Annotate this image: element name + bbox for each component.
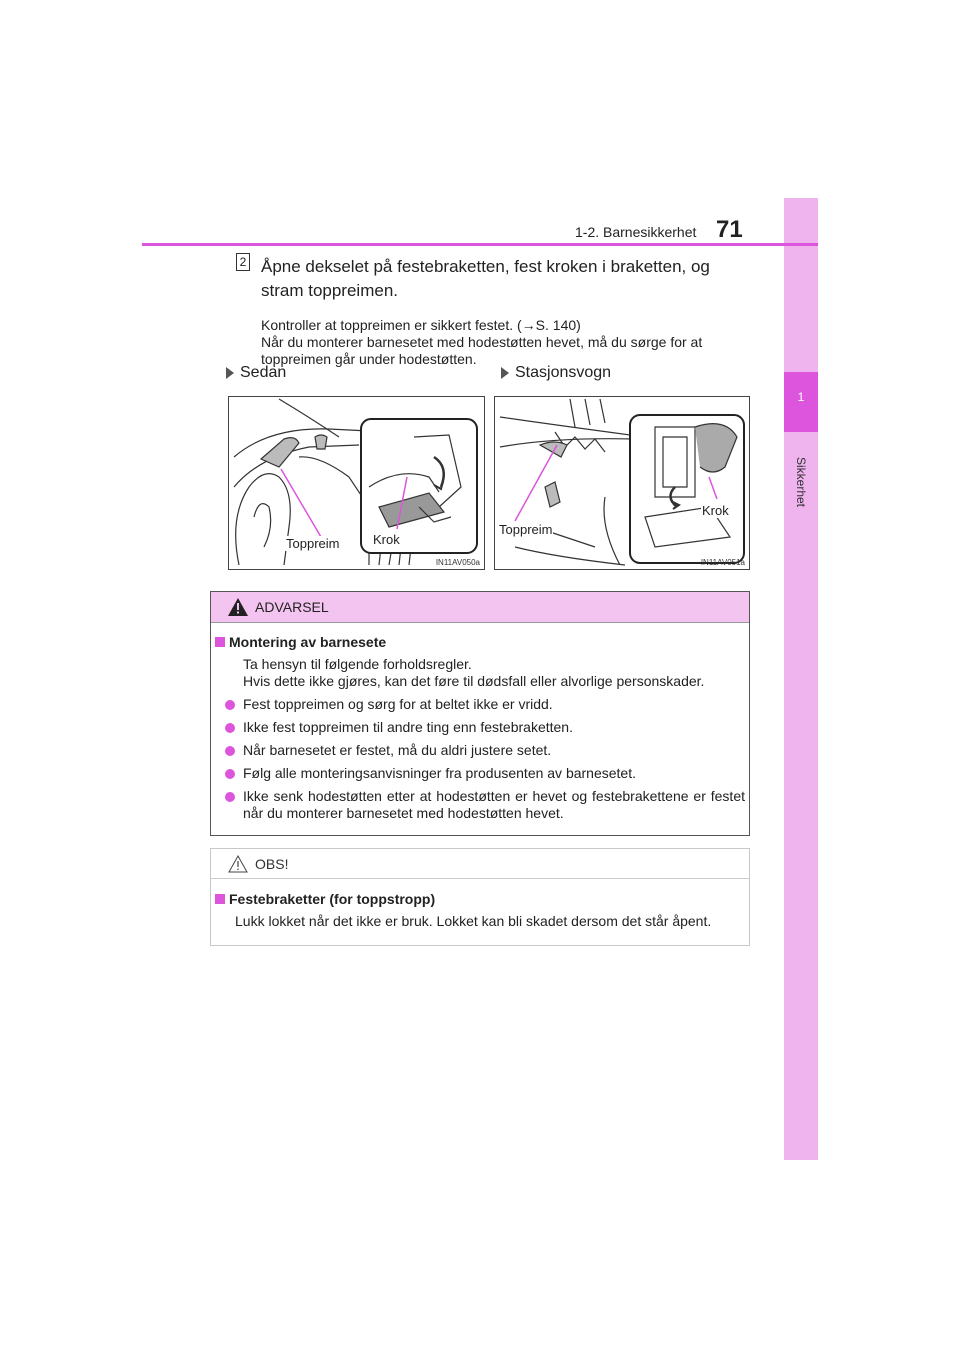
bullet-dot-icon: [225, 769, 235, 779]
warning-triangle-icon: [228, 598, 248, 616]
warning-section-title: Montering av barnesete: [229, 634, 387, 650]
section-square-icon: [215, 637, 225, 647]
figure-caption-sedan: [226, 364, 286, 382]
warning-bullet: [225, 788, 745, 822]
chapter-number: 1: [797, 390, 805, 404]
bullet-dot-icon: [225, 792, 235, 802]
warning-intro-line1: Ta hensyn til følgende forholdsregler.: [243, 656, 472, 672]
caption-text: Sedan: [240, 364, 287, 381]
warning-bullet: [225, 742, 745, 759]
caption-arrow-icon: [501, 367, 509, 379]
figure-id: IN11AV050a: [435, 558, 480, 567]
warning-bullet: [225, 719, 745, 736]
warning-title: ADVARSEL: [255, 599, 329, 615]
bullet-text: Fest toppreimen og sørg for at beltet ikke er vridd.: [243, 696, 553, 712]
chapter-tab-strip: [784, 198, 818, 1160]
step-note-line1: Kontroller at toppreimen er sikkert festet. (→S. 140): [261, 317, 581, 333]
warning-bullet: [225, 696, 745, 713]
figure-id: IN11AV051a: [700, 558, 745, 567]
label-top-strap: Toppreim: [286, 536, 340, 551]
bullet-text: Når barnesetet er festet, må du aldri justere setet.: [243, 742, 552, 758]
notice-header: [211, 849, 749, 879]
caption-text: Stasjonsvogn: [515, 364, 612, 381]
figure-wagon: [494, 396, 750, 570]
warning-header: [211, 592, 749, 623]
bullet-text: Ikke fest toppreimen til andre ting enn festebraketten.: [243, 719, 573, 735]
bullet-text: Følg alle monteringsanvisninger fra produsenten av barnesetet.: [243, 765, 636, 781]
warning-section-heading: [215, 634, 386, 650]
notice-section-heading: [215, 891, 435, 907]
warning-bullet: [225, 765, 745, 782]
step-note-line2: Når du monterer barnesetet med hodestøtten hevet, må du sørge for at toppreimen går under hodestøtten.: [261, 334, 703, 367]
page-number: 71: [716, 216, 743, 243]
figure-caption-wagon: [501, 364, 611, 382]
step-number: 2: [236, 253, 250, 271]
warning-intro: [243, 656, 743, 690]
chapter-label: Sikkerhet: [794, 456, 808, 508]
notice-text: Lukk lokket når det ikke er bruk. Lokket kan bli skadet dersom det står åpent.: [235, 913, 712, 929]
label-hook: Krok: [702, 503, 729, 518]
notice-section-title: Festebraketter (for toppstropp): [229, 891, 436, 907]
warning-intro-line2: Hvis dette ikke gjøres, kan det føre til dødsfall eller alvorlige personskader.: [243, 673, 705, 689]
label-hook: Krok: [373, 532, 400, 547]
step-note: [261, 317, 751, 368]
wagon-illustration: [495, 397, 750, 570]
step-title: Åpne dekselet på festebraketten, fest kroken i braketten, og stram toppreimen.: [261, 257, 710, 300]
notice-title: OBS!: [255, 856, 289, 872]
notice-box: [210, 848, 750, 946]
bullet-dot-icon: [225, 746, 235, 756]
section-title: 1-2. Barnesikkerhet: [575, 224, 697, 240]
section-square-icon: [215, 894, 225, 904]
caution-triangle-icon: [228, 855, 248, 873]
bullet-text: Ikke senk hodestøtten etter at hodestøtten er hevet og festebrakettene er festet når du monterer barnesetet med hodestøtten hevet.: [243, 788, 745, 821]
warning-box: [210, 591, 750, 836]
header-rule: [142, 243, 818, 246]
bullet-dot-icon: [225, 723, 235, 733]
caption-arrow-icon: [226, 367, 234, 379]
sedan-illustration: [229, 397, 485, 570]
label-top-strap: Toppreim: [499, 522, 553, 537]
bullet-dot-icon: [225, 700, 235, 710]
figure-sedan: [228, 396, 485, 570]
